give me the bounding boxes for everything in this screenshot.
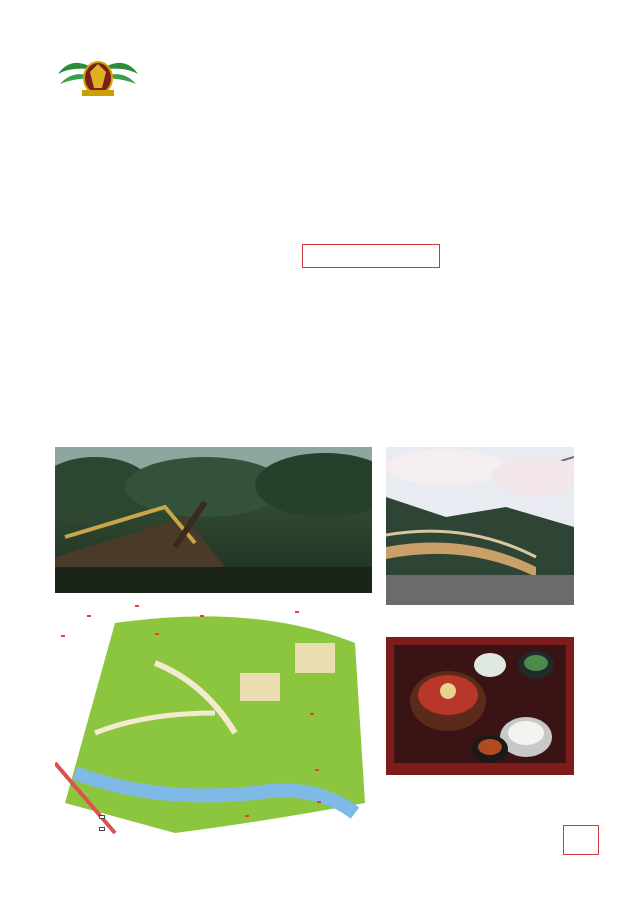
map-label-12 — [99, 827, 105, 831]
deadline-box — [302, 244, 440, 268]
bridge-photo — [386, 447, 574, 605]
lunch-photo — [386, 637, 574, 775]
map-label-9 — [245, 815, 249, 817]
map-label-6 — [61, 635, 65, 637]
map-label-2 — [200, 615, 204, 617]
map-label-5 — [155, 633, 159, 635]
fee-row — [62, 329, 126, 343]
club-stamp — [563, 825, 599, 855]
map-label-4 — [87, 615, 91, 617]
map-label-1 — [135, 605, 139, 607]
map-label-3 — [295, 611, 299, 613]
club-logo — [52, 44, 144, 104]
map-label-10 — [317, 801, 321, 803]
route-row — [62, 348, 126, 362]
meeting-row — [62, 310, 126, 324]
shrine-photo — [55, 447, 372, 593]
date-row — [62, 220, 126, 234]
map-label-7 — [310, 713, 314, 715]
shrine-map — [55, 603, 372, 843]
map-label-8 — [315, 769, 319, 771]
destination-row — [62, 238, 126, 252]
map-label-11 — [99, 815, 105, 819]
